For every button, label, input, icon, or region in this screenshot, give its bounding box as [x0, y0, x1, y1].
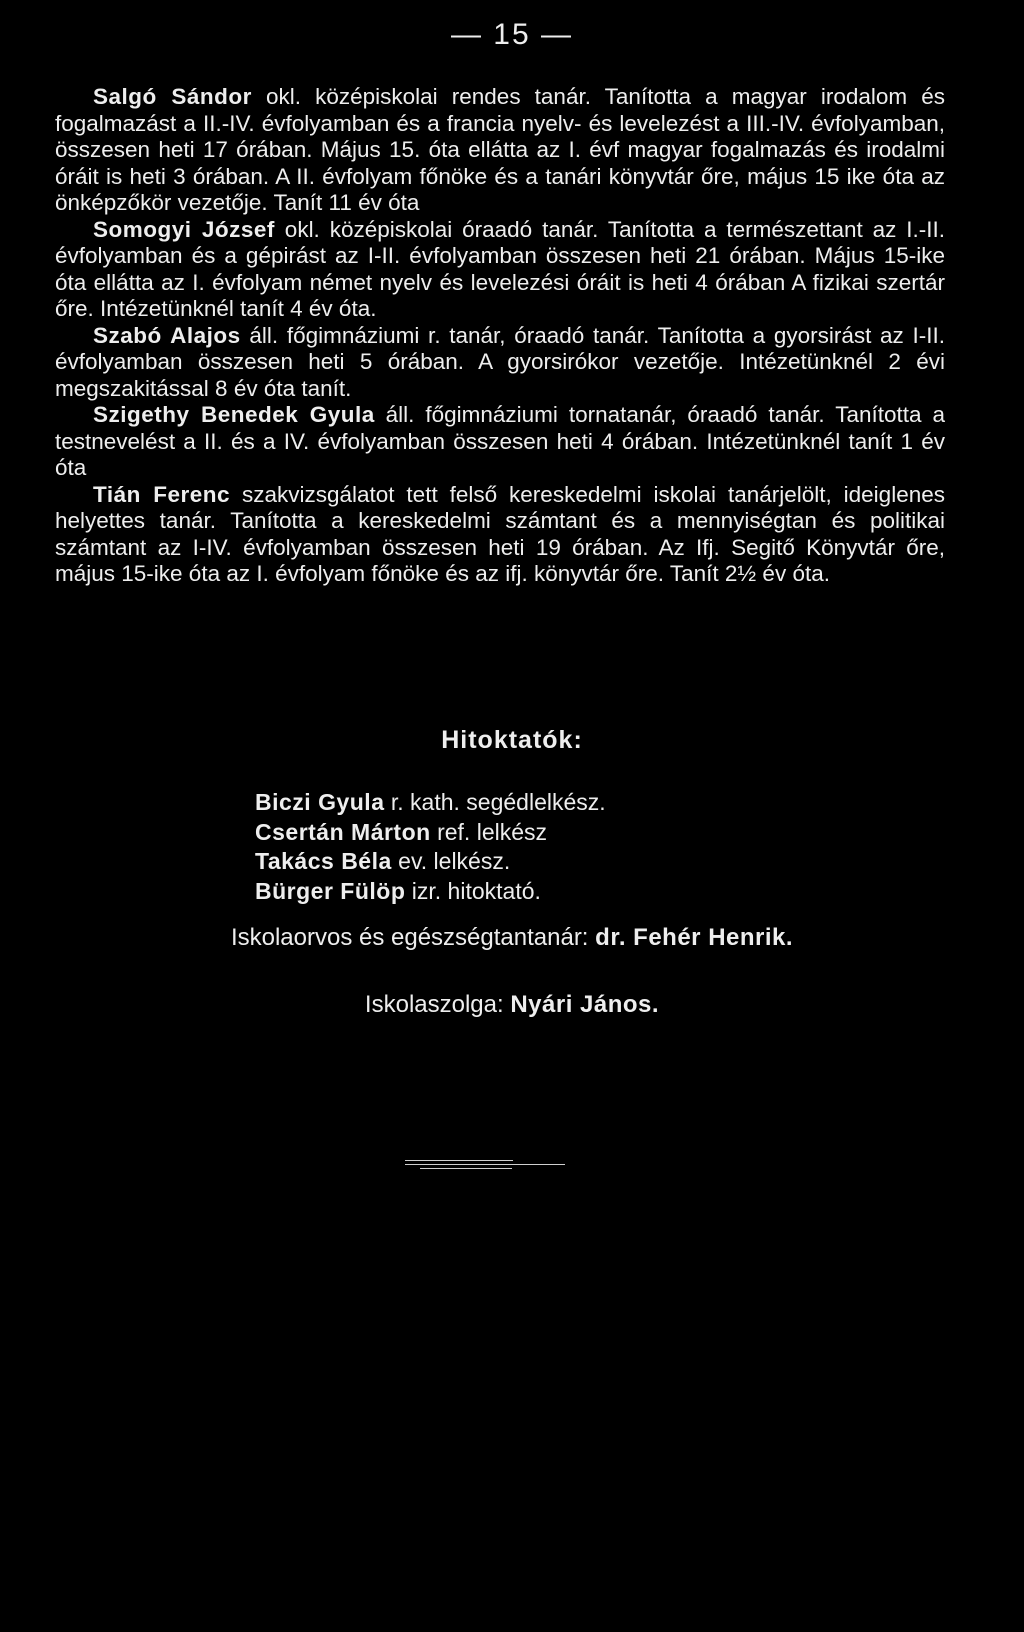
teacher-role: ev. lelkész.: [391, 848, 511, 874]
staff-entry: [55, 402, 945, 482]
end-rule-middle: [405, 1164, 565, 1165]
list-item: [255, 877, 606, 907]
staff-name: Szigethy Benedek Gyula: [93, 402, 375, 427]
end-rule-top: [405, 1160, 513, 1161]
teacher-name: Bürger Fülöp: [255, 877, 406, 904]
staff-entry: [55, 84, 945, 217]
staff-list: [55, 84, 945, 588]
teacher-role: ref. lelkész: [430, 818, 548, 845]
staff-entry: [55, 217, 945, 323]
staff-description: okl. középiskolai óraadó tanár. Tanította a természettant az I.-II. évfolyamban és a gépirást az I-II. évfolyamban összesen heti 21 órában. Május 15-ike óta ellátta az I. évfolyam német nyelv és levelezési óráit is heti 4 órában A fizikai szertár őre. Intézetünknél tanít 4 év óta.: [55, 216, 945, 321]
teacher-role: r. kath. segédlelkész.: [384, 789, 606, 815]
religion-teachers-heading: Hitoktatók:: [441, 726, 583, 754]
list-item: [255, 818, 606, 848]
staff-name: Tián Ferenc: [93, 481, 231, 507]
staff-entry: [55, 482, 945, 588]
school-janitor-name: Nyári János.: [510, 991, 660, 1018]
staff-name: Szabó Alajos: [93, 322, 241, 348]
religion-teachers-list: [255, 788, 606, 906]
staff-entry: [55, 323, 945, 403]
school-doctor-line: [0, 924, 1024, 952]
staff-description: áll. főgimnáziumi tornatanár, óraadó tanár. Tanította a testnevelést a II. és a IV. évfolyamban összesen heti 4 órában. Intézetünknél tanít 1 év óta: [55, 402, 945, 480]
end-rule-bottom: [420, 1168, 512, 1169]
teacher-name: Takács Béla: [255, 848, 392, 874]
staff-description: áll. főgimnáziumi r. tanár, óraadó tanár. Tanította a gyorsirást az I-II. évfolyamban összesen heti 5 órában. A gyorsirókor vezetője. Intézetünknél 2 évi megszakitással 8 év óta tanít.: [55, 322, 945, 401]
school-janitor-line: [0, 991, 1024, 1019]
teacher-name: Csertán Márton: [255, 818, 431, 845]
list-item: [255, 847, 606, 877]
staff-name: Somogyi József: [93, 216, 275, 242]
teacher-role: izr. hitoktató.: [405, 877, 541, 904]
page-number: — 15 —: [450, 18, 574, 51]
teacher-name: Biczi Gyula: [255, 789, 385, 815]
list-item: [255, 788, 606, 818]
school-doctor-name: dr. Fehér Henrik.: [595, 924, 794, 951]
staff-name: Salgó Sándor: [93, 84, 252, 109]
school-doctor-label: Iskolaorvos és egészségtantanár:: [230, 924, 596, 951]
school-janitor-label: Iskolaszolga:: [364, 991, 511, 1018]
staff-description: szakvizsgálatot tett felső kereskedelmi iskolai tanárjelölt, ideiglenes helyettes tanár. Tanította a kereskedelmi számtant és a mennyiségtan és politikai számtant az I-IV. évfolyamban összesen heti 19 órában. Az Ifj. Segitő Könyvtár őre, május 15-ike óta az I. évfolyam főnöke és az ifj. könyvtár őre. Tanít 2½ év óta.: [55, 481, 945, 586]
staff-description: okl. középiskolai rendes tanár. Tanította a magyar irodalom és fogalmazást a II.-IV. évfolyamban és a francia nyelv- és levelezést a III.-IV. évfolyamban, összesen heti 17 órában. Május 15. óta ellátta az I. évf magyar fogalmazás és irodalmi óráit is heti 3 órában. A II. évfolyam főnöke és a tanári könyvtár őre, május 15 ike óta az önképzőkör vezetője. Tanít 11 év óta: [55, 84, 945, 215]
